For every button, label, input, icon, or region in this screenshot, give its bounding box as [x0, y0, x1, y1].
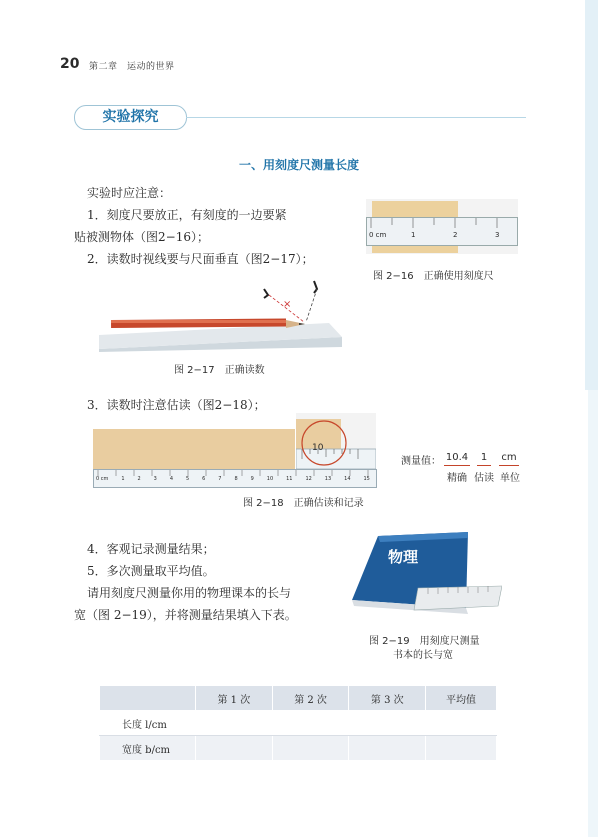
ruler-label: 11	[286, 476, 293, 482]
section-heading: 一、用刻度尺测量长度	[238, 158, 359, 172]
table-row	[100, 736, 497, 761]
measure-estimate-label: 估读	[474, 473, 494, 484]
ruler-label: 1	[411, 231, 416, 239]
ruler-label: 14	[344, 476, 351, 482]
table-cell[interactable]	[272, 736, 349, 761]
table-cell[interactable]	[349, 736, 426, 761]
ruler-label: 0 cm	[369, 231, 387, 239]
figure-caption: 图 2−16 正确使用刻度尺	[373, 271, 494, 282]
svg-text:×: ×	[283, 299, 292, 310]
measure-title: 测量值：	[401, 456, 441, 467]
task-text: 请用刻度尺测量你用的物理课本的长与	[87, 586, 292, 600]
note-item-3: 3．读数时注意估读（图2−18）；	[87, 398, 266, 412]
ruler-label: 15	[363, 476, 370, 482]
zoom-view	[296, 413, 376, 473]
table-header-cell	[100, 686, 196, 711]
ruler-label: 4	[169, 476, 174, 482]
ruler-label: 10	[266, 476, 274, 482]
ruler-label: 0 cm	[96, 476, 109, 482]
ruler-label: 5	[185, 476, 190, 482]
book-title: 物理	[388, 548, 419, 566]
book-photo	[348, 528, 502, 620]
measurement-table	[99, 685, 497, 761]
table-cell[interactable]	[426, 736, 497, 761]
measured-block	[93, 429, 295, 469]
figure-caption: 图 2−18 正确估读和记录	[243, 498, 364, 509]
table-row	[100, 711, 497, 736]
task-text-cont: 宽（图 2−19），并将测量结果填入下表。	[74, 608, 297, 622]
ruler-label: 8	[234, 476, 238, 482]
table-cell[interactable]	[272, 711, 349, 736]
table-cell[interactable]	[426, 711, 497, 736]
table-header-cell: 第 1 次	[196, 686, 273, 711]
note-item-1-cont: 贴被测物体（图2−16）；	[74, 230, 209, 244]
table-cell[interactable]	[349, 711, 426, 736]
chapter-title: 第二章 运动的世界	[89, 62, 175, 72]
table-header-row	[100, 686, 497, 711]
row-label-width: 宽度 b/cm	[100, 736, 196, 761]
measure-unit-value: cm	[499, 452, 519, 466]
ruler-label: 6	[202, 476, 206, 482]
ruler-label: 9	[250, 476, 254, 482]
note-item-2: 2．读数时视线要与尺面垂直（图2−17）；	[87, 252, 314, 266]
table-header-cell: 第 3 次	[349, 686, 426, 711]
ruler-label: 12	[305, 476, 312, 482]
ruler-label: 3	[495, 231, 500, 239]
ruler-label: 2	[453, 231, 458, 239]
ruler-label: 2	[137, 476, 141, 482]
ruler-label: 1	[121, 476, 125, 482]
measure-precise-label: 精确	[447, 473, 467, 484]
ruler-label: 13	[324, 476, 332, 482]
zoom-label: 10	[312, 443, 324, 453]
measure-estimate-value: 1	[477, 452, 491, 466]
table-cell[interactable]	[196, 736, 273, 761]
ruler-label: 7	[218, 476, 222, 482]
table-header-cell: 平均值	[426, 686, 497, 711]
side-decoration	[588, 390, 598, 837]
ruler-scale	[96, 476, 376, 482]
figure-caption: 图 2−19 用刻度尺测量	[369, 636, 480, 647]
ruler-photo	[366, 199, 518, 254]
table-header-cell: 第 2 次	[272, 686, 349, 711]
measure-precise-value: 10.4	[444, 452, 470, 466]
note-item-1: 1．刻度尺要放正，有刻度的一边要紧	[87, 208, 287, 222]
figure-caption: 图 2−17 正确读数	[174, 365, 265, 376]
note-item-4: 4．客观记录测量结果；	[87, 542, 215, 556]
notes-intro: 实验时应注意：	[87, 186, 172, 200]
measure-unit-label: 单位	[500, 473, 520, 484]
note-item-5: 5．多次测量取平均值。	[87, 564, 215, 578]
side-decoration	[585, 0, 598, 390]
page-number: 20	[60, 56, 80, 72]
section-divider	[186, 117, 526, 118]
table-cell[interactable]	[196, 711, 273, 736]
long-ruler	[93, 469, 377, 488]
ruler-label: 3	[153, 476, 157, 482]
row-label-length: 长度 l/cm	[100, 711, 196, 736]
section-badge: 实验探究	[74, 105, 187, 130]
pencil-reading-photo	[99, 277, 342, 352]
figure-caption-cont: 书本的长与宽	[393, 650, 453, 661]
